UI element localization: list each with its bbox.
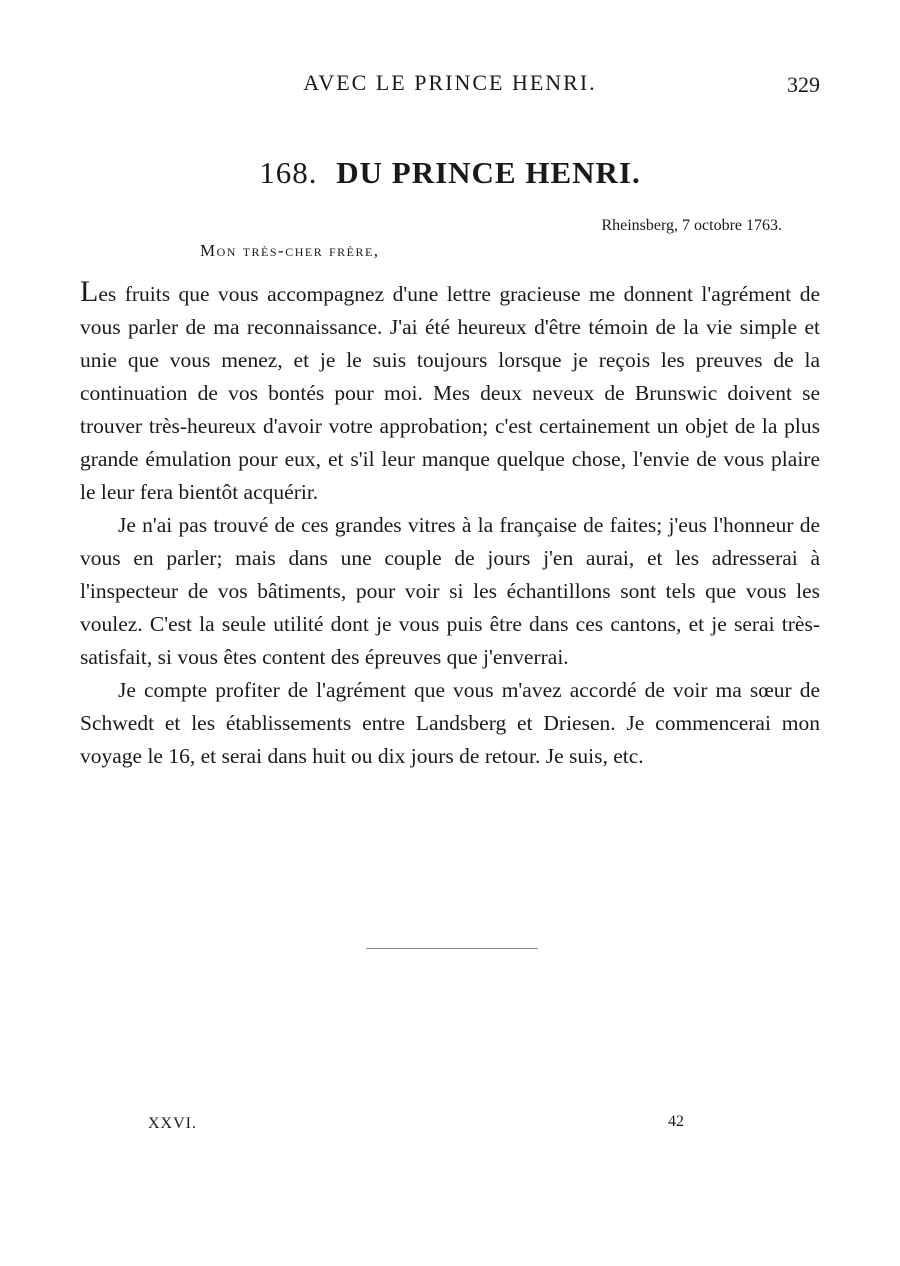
letter-heading [0,155,900,191]
paragraph-1 [80,277,820,509]
page-number: 329 [787,72,820,97]
paragraph-3: Je compte profiter de l'agrément que vous m'avez accordé de voir ma sœur de Schwedt et les établissements entre Landsberg et Driesen. Je commencerai mon voyage le 16, et serai dans huit ou dix jours de retour. Je suis, etc. [80,678,820,768]
running-title: AVEC LE PRINCE HENRI. [303,70,597,95]
running-head [0,70,900,100]
salutation: Mon très-cher frère, [200,241,380,260]
initial-letter: L [80,275,99,308]
dateline: Rheinsberg, 7 octobre 1763. [601,217,782,234]
letter-number: 168. [259,155,318,190]
letter-title: DU PRINCE HENRI. [336,155,641,190]
paragraph-2: Je n'ai pas trouvé de ces grandes vitres à la française de faites; j'eus l'honneur de vous en parler; mais dans une couple de jours j'en aurai, et les adresserai à l'inspecteur de vos bâtiments, pour voir si les échantillons sont tels que vous les voulez. C'est la seule utilité dont je vous puis être dans ces cantons, et je serai très-satisfait, si vous êtes content des épreuves que j'enverrai. [80,513,820,669]
end-rule [366,948,538,949]
volume-mark: XXVI. [148,1115,197,1132]
letter-body [80,277,820,773]
paragraph-1-text: es fruits que vous accompagnez d'une lettre gracieuse me donnent l'agrément de vous parler de ma reconnaissance. J'ai été heureux d'être témoin de la vie simple et unie que vous menez, et je le suis toujours lorsque je reçois les preuves de la continuation de vos bontés pour moi. Mes deux neveux de Brunswic doivent se trouver très-heureux d'avoir votre approbation; c'est certainement un objet de la plus grande émulation pour eux, et s'il leur manque quelque chose, l'envie de vous plaire le leur fera bientôt acquérir. [80,282,820,504]
signature-mark: 42 [668,1113,684,1130]
